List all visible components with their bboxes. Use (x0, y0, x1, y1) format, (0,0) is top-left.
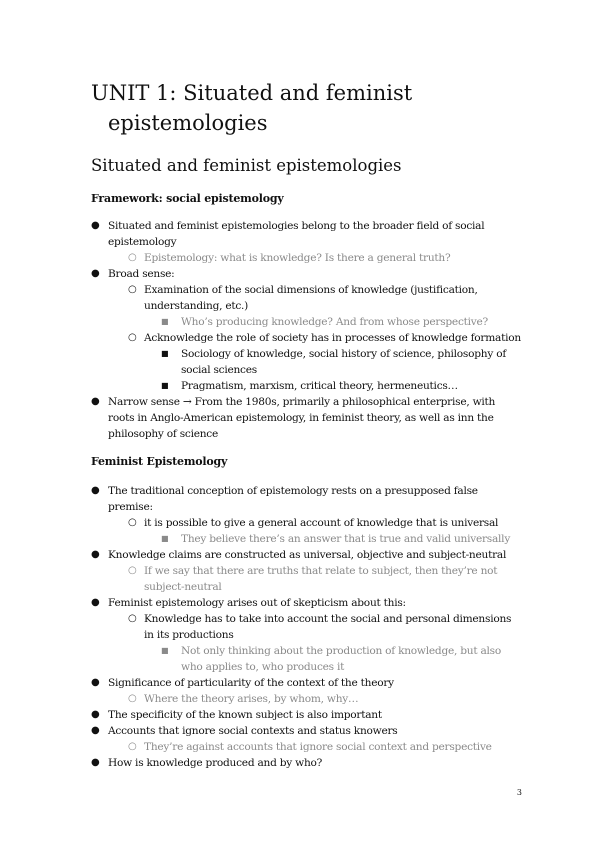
list-item-text: Sociology of knowledge, social history of science, philosophy of social sciences (181, 348, 507, 376)
list-item (91, 218, 521, 250)
list-item (91, 547, 521, 563)
unit-title-line1: UNIT 1: Situated and feminist (91, 81, 413, 105)
list-item (91, 282, 521, 314)
square-bullet-icon: ■ (161, 317, 169, 326)
section-title: Situated and feminist epistemologies (91, 156, 402, 175)
square-bullet-icon: ■ (161, 349, 169, 358)
list-item-text: Accounts that ignore social contexts and status knowers (108, 725, 398, 737)
list-item (91, 250, 521, 266)
feminist-list (91, 483, 521, 771)
list-item-text: Knowledge claims are constructed as universal, objective and subject-neutral (108, 549, 507, 561)
list-item (91, 675, 521, 691)
circle-bullet-icon: ○ (128, 693, 137, 704)
circle-bullet-icon: ○ (128, 332, 137, 343)
list-item (91, 563, 521, 595)
list-item (91, 595, 521, 611)
list-item-text: it is possible to give a general account of knowledge that is universal (144, 517, 499, 529)
list-item (91, 739, 521, 755)
circle-bullet-icon: ○ (128, 565, 137, 576)
list-item-text: Acknowledge the role of society has in processes of knowledge formation (144, 332, 521, 344)
list-item (91, 346, 521, 378)
list-item-text: Pragmatism, marxism, critical theory, hermeneutics… (181, 380, 458, 392)
circle-bullet-icon: ○ (128, 517, 137, 528)
list-item-text: Feminist epistemology arises out of skepticism about this: (108, 597, 406, 609)
bullet-icon: ● (91, 725, 100, 736)
page-number: 3 (516, 788, 522, 797)
list-item (91, 707, 521, 723)
framework-heading: Framework: social epistemology (91, 192, 284, 205)
list-item (91, 378, 521, 394)
bullet-icon: ● (91, 549, 100, 560)
bullet-icon: ● (91, 757, 100, 768)
square-bullet-icon: ■ (161, 646, 169, 655)
list-item-text: Knowledge has to take into account the social and personal dimensions in its productions (144, 613, 512, 641)
bullet-icon: ● (91, 597, 100, 608)
bullet-icon: ● (91, 485, 100, 496)
list-item-text: Not only thinking about the production of knowledge, but also who applies to, who produces it (181, 645, 501, 673)
list-item-text: Broad sense: (108, 268, 175, 280)
list-item-text: If we say that there are truths that relate to subject, then they’re not subject-neutral (144, 565, 498, 593)
bullet-icon: ● (91, 268, 100, 279)
square-bullet-icon: ■ (161, 381, 169, 390)
framework-list (91, 218, 521, 442)
list-item-text: Significance of particularity of the context of the theory (108, 677, 394, 689)
list-item-text: Narrow sense → From the 1980s, primarily a philosophical enterprise, with roots in Anglo-American epistemology, in feminist theory, as well as inn the philosophy of science (108, 396, 496, 440)
circle-bullet-icon: ○ (128, 613, 137, 624)
list-item-text: They’re against accounts that ignore social context and perspective (144, 741, 492, 753)
list-item-text: How is knowledge produced and by who? (108, 757, 323, 769)
bullet-icon: ● (91, 677, 100, 688)
circle-bullet-icon: ○ (128, 741, 137, 752)
list-item (91, 723, 521, 739)
square-bullet-icon: ■ (161, 534, 169, 543)
list-item-text: Examination of the social dimensions of knowledge (justification, understanding, etc.) (144, 284, 478, 312)
list-item (91, 314, 521, 330)
unit-title-line2: epistemologies (108, 111, 268, 135)
list-item (91, 330, 521, 346)
list-item-text: The specificity of the known subject is also important (108, 709, 382, 721)
bullet-icon: ● (91, 709, 100, 720)
bullet-icon: ● (91, 396, 100, 407)
list-item (91, 483, 521, 515)
feminist-heading: Feminist Epistemology (91, 455, 228, 468)
list-item (91, 691, 521, 707)
list-item (91, 515, 521, 531)
list-item-text: Epistemology: what is knowledge? Is there a general truth? (144, 252, 451, 264)
circle-bullet-icon: ○ (128, 252, 137, 263)
list-item (91, 611, 521, 643)
list-item-text: They believe there’s an answer that is true and valid universally (181, 533, 511, 545)
list-item (91, 643, 521, 675)
list-item-text: Where the theory arises, by whom, why… (144, 693, 359, 705)
list-item (91, 394, 521, 442)
list-item (91, 755, 521, 771)
unit-title (91, 78, 511, 138)
circle-bullet-icon: ○ (128, 284, 137, 295)
list-item-text: Who’s producing knowledge? And from whose perspective? (181, 316, 488, 328)
list-item (91, 266, 521, 282)
bullet-icon: ● (91, 220, 100, 231)
list-item-text: The traditional conception of epistemology rests on a presupposed false premise: (108, 485, 478, 513)
list-item-text: Situated and feminist epistemologies belong to the broader field of social epistemology (108, 220, 485, 248)
list-item (91, 531, 521, 547)
